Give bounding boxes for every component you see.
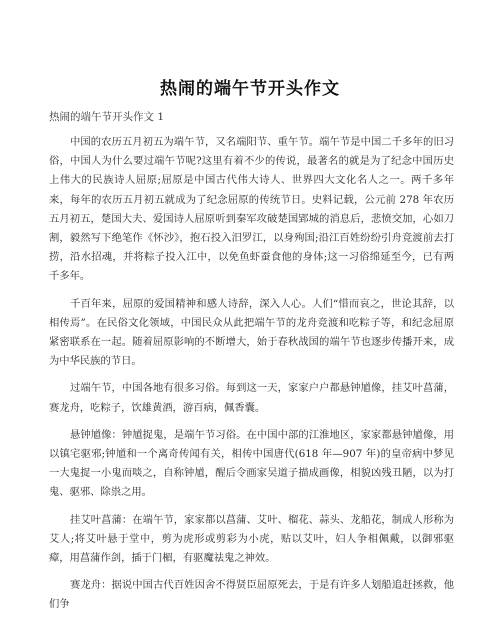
document-title: 热闹的端午节开头作文 — [160, 79, 340, 99]
paragraph-mugwort: 挂艾叶菖蒲：在端午节，家家都以菖蒲、艾叶、榴花、蒜头、龙船花，制成人形称为艾人;将艾叶悬于堂中，剪为虎形或剪彩为小虎，贴以艾叶，妇人争相佩戴，以御邪驱瘴，用菖蒲作剑，插于门楣，有驱魔祛鬼之神效。 — [49, 513, 454, 565]
paragraph-dragon-boat: 赛龙舟：据说中国古代百姓因舍不得贤臣屈原死去，于是有许多人划船追赶拯救，他们争 — [49, 579, 454, 611]
document-subtitle: 热闹的端午节开头作文 1 — [49, 111, 165, 123]
paragraph-legacy: 千百年来，屈原的爱国精神和感人诗辞，深入人心。人们“惜而哀之，世论其辞，以相传焉”。在民俗文化领域，中国民众从此把端午节的龙舟竞渡和吃粽子等，和纪念屈原紧密联系在一起。随着屈原影响的不断增大，始于春秋战国的端午节也逐步传播开来，成为中华民族的节日。 — [49, 297, 454, 368]
document-body — [49, 133, 454, 623]
paragraph-origin: 中国的农历五月初五为端午节，又名端阳节、重午节。端午节是中国二千多年的旧习俗，中国人为什么要过端午节呢?这里有着不少的传说，最著名的就是为了纪念中国历史上伟大的民族诗人屈原;屈原是中国古代伟大诗人、世界四大文化名人之一。两千多年来，每年的农历五月初五就成为了纪念屈原的传统节日。史料记载，公元前 278 年农历五月初五，楚国大夫、爱国诗人屈原听到秦军攻破楚国郢城的消息后，悲愤交加，心如刀割，毅然写下绝笔作《怀沙》，抱石投入汨罗江，以身殉国;沿江百姓纷纷引舟竞渡前去打捞，沿水招魂，并将粽子投入江中，以免鱼虾蚕食他的身体;这一习俗绵延至今，已有两千多年。 — [49, 136, 454, 283]
paragraph-customs: 过端午节，中国各地有很多习俗。每到这一天，家家户户都悬钟馗像，挂艾叶菖蒲，赛龙舟，吃粽子，饮雄黄酒，游百病，佩香囊。 — [49, 382, 454, 414]
paragraph-zhongkui: 悬钟馗像：钟馗捉鬼，是端午节习俗。在中国中部的江淮地区，家家都悬钟馗像，用以镇宅驱邪;钟馗和一个离奇传闻有关，相传中国唐代(618 年—907 年)的皇帝病中梦见一大鬼捉一小鬼而啖之，自称钟馗，醒后令画家吴道子描成画像，相貌凶残丑陋，以为打鬼、驱邪、除祟之用。 — [49, 428, 454, 499]
